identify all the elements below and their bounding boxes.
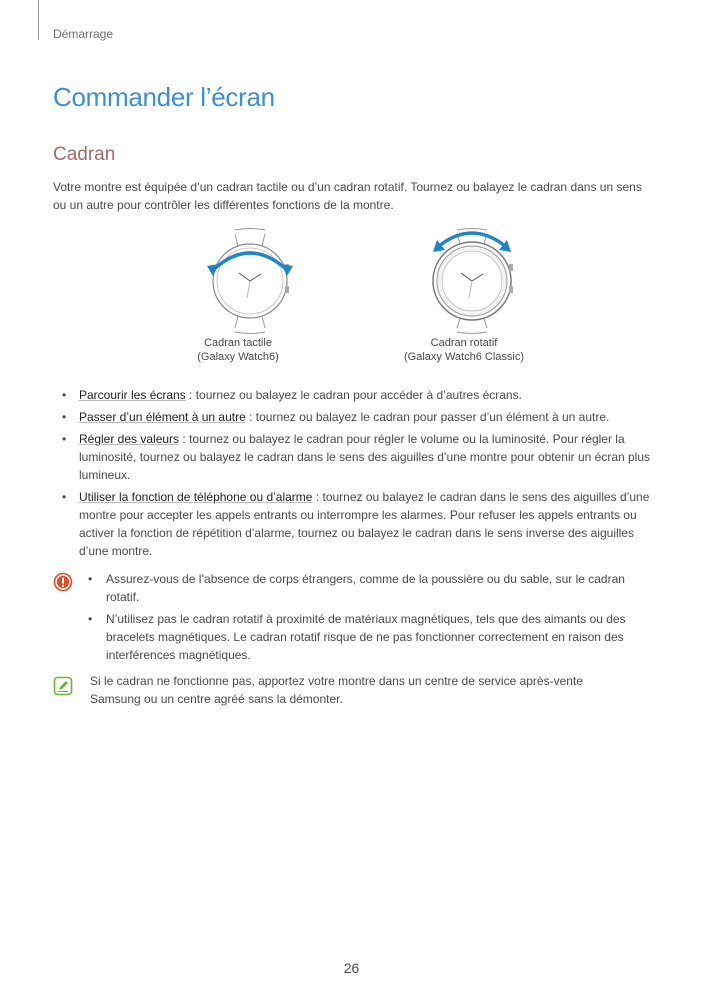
note-pencil-icon [53,676,73,696]
list-item-text: : tournez ou balayez le cadran pour régler le volume ou la luminosité. Pour régler la luminosité, tournez ou balayez le cadran dans le sens des aiguilles d’une montre pour obtenir un écran plus lumineux. [79,432,651,482]
bezel-figure [160,226,560,366]
list-item-text: : tournez ou balayez le cadran pour passer d’un élément à un autre. [245,410,610,424]
page-title: Commander l’écran [53,82,275,112]
list-item-term: Régler des valeurs [79,432,180,446]
touch-bezel-caption-line2: (Galaxy Watch6) [197,351,279,363]
caution-item: • N’utilisez pas le cadran rotatif à proximité de matériaux magnétiques, tels que des aimants ou des bracelets magnétiques. Le cadran rotatif risque de ne pas fonctionner correctement en raison des interférences magnétiques. [79,610,653,664]
page-number: 26 [343,960,360,976]
rotating-bezel-watch-illustration [417,226,527,336]
list-item-text: : tournez ou balayez le cadran dans le sens des aiguilles d’une montre pour accepter les appels entrants ou interrompre les alarmes. Pour refuser les appels entrants ou activer la fonction de répétition d’alarme, tournez ou balayez le cadran dans le sens inverse des aiguilles d’une montre. [79,490,650,558]
breadcrumb: Démarrage [53,27,114,41]
list-item [53,386,653,404]
caution-block [53,570,653,668]
header-rule [38,0,39,40]
list-item [53,430,653,484]
rotating-bezel-caption-line1: Cadran rotatif [430,337,498,349]
touch-bezel-caption-line1: Cadran tactile [204,337,272,349]
list-item-text: : tournez ou balayez le cadran pour accéder à d’autres écrans. [185,388,522,402]
touch-bezel-watch-illustration [195,226,305,336]
note-block [53,672,653,708]
touch-bezel-caption [160,336,316,364]
note-text: Si le cadran ne fonctionne pas, apportez votre montre dans un centre de service après-vente Samsung ou un centre agréé sans la démonter. [90,674,583,706]
list-item-term: Utiliser la fonction de téléphone ou d’alarme [79,490,313,504]
caution-icon [53,572,73,592]
list-item-term: Parcourir les écrans [79,388,186,402]
caution-item: • Assurez-vous de l’absence de corps étrangers, comme de la poussière ou du sable, sur le cadran rotatif. [79,570,653,606]
bezel-functions-list [53,386,653,564]
caution-list [79,570,653,664]
rotating-bezel-caption [384,336,544,364]
section-title: Cadran [53,144,116,165]
list-item [53,488,653,560]
rotating-bezel-caption-line2: (Galaxy Watch6 Classic) [403,351,524,363]
list-item [53,408,653,426]
list-item-term: Passer d’un élément à un autre [79,410,246,424]
intro-paragraph: Votre montre est équipée d’un cadran tactile ou d’un cadran rotatif. Tournez ou balayez le cadran dans un sens ou un autre pour contrôler les différentes fonctions de la montre. [53,180,642,212]
